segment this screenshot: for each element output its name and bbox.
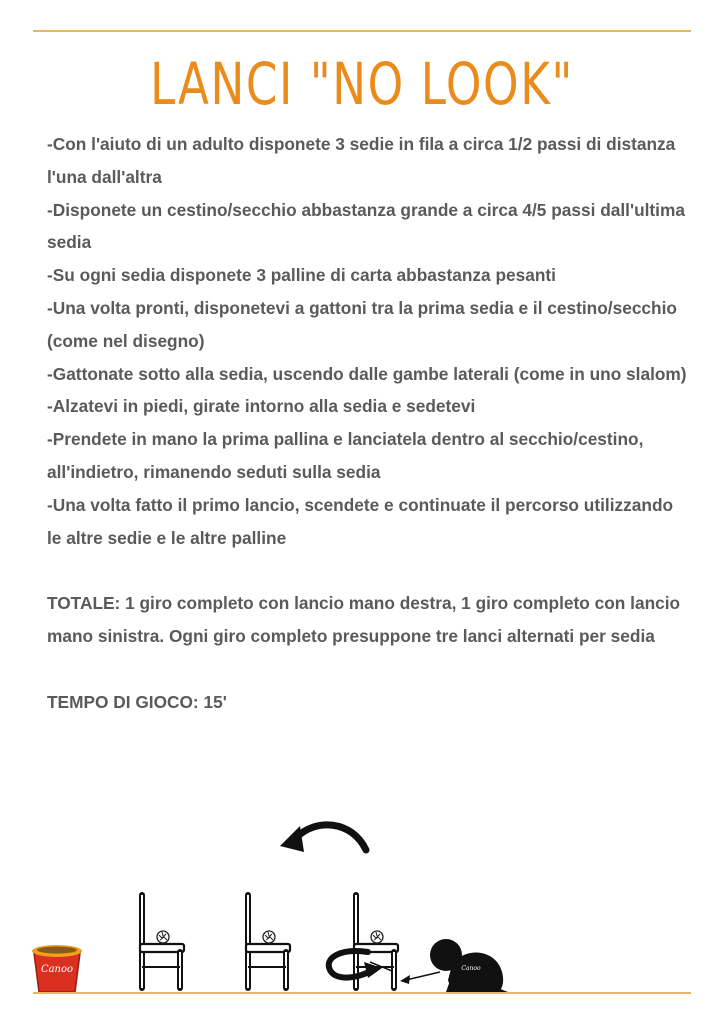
instruction-line: -Con l'aiuto di un adulto disponete 3 sedie in fila a circa 1/2 passi di distanza l'una dall'altra — [47, 134, 676, 187]
instruction-line: -Prendete in mano la prima pallina e lanciatela dentro al secchio/cestino, all'indietro, rimanendo seduti sulla sedia — [47, 429, 644, 482]
totale-text: TOTALE: 1 giro completo con lancio mano destra, 1 giro completo con lancio mano sinistra. Ogni giro completo presuppone tre lanci alternati per sedia — [47, 593, 681, 646]
tempo-text: TEMPO DI GIOCO: 15' — [47, 691, 227, 712]
instruction-line: -Una volta fatto il primo lancio, scendete e continuate il percorso utilizzando le altre sedie e le altre palline — [47, 494, 674, 548]
direction-arrow-icon — [370, 962, 440, 984]
bucket-icon — [32, 945, 82, 992]
instruction-line: -Disponete un cestino/secchio abbastanza grande a circa 4/5 passi dall'ultima sedia — [47, 199, 685, 253]
bottom-divider — [33, 992, 691, 994]
throw-arrow-icon — [280, 825, 366, 852]
bucket-label: Canoo — [40, 964, 74, 975]
crawling-child-icon — [430, 939, 508, 992]
chair-1-icon — [140, 895, 184, 988]
page-title: LANCI "NO LOOK" — [150, 50, 574, 118]
child-shirt-label: Canoo — [461, 965, 481, 972]
instruction-line: -Gattonate sotto alla sedia, uscendo dalle gambe laterali (come in uno slalom) — [47, 363, 687, 384]
instruction-line: -Alzatevi in piedi, girate intorno alla sedia e sedetevi — [47, 396, 476, 417]
instruction-line: -Una volta pronti, disponetevi a gattoni tra la prima sedia e il cestino/secchio (come nel disegno) — [47, 297, 677, 351]
chair-2-icon — [246, 895, 290, 988]
instruction-line: -Su ogni sedia disponete 3 palline di carta abbastanza pesanti — [47, 265, 556, 286]
